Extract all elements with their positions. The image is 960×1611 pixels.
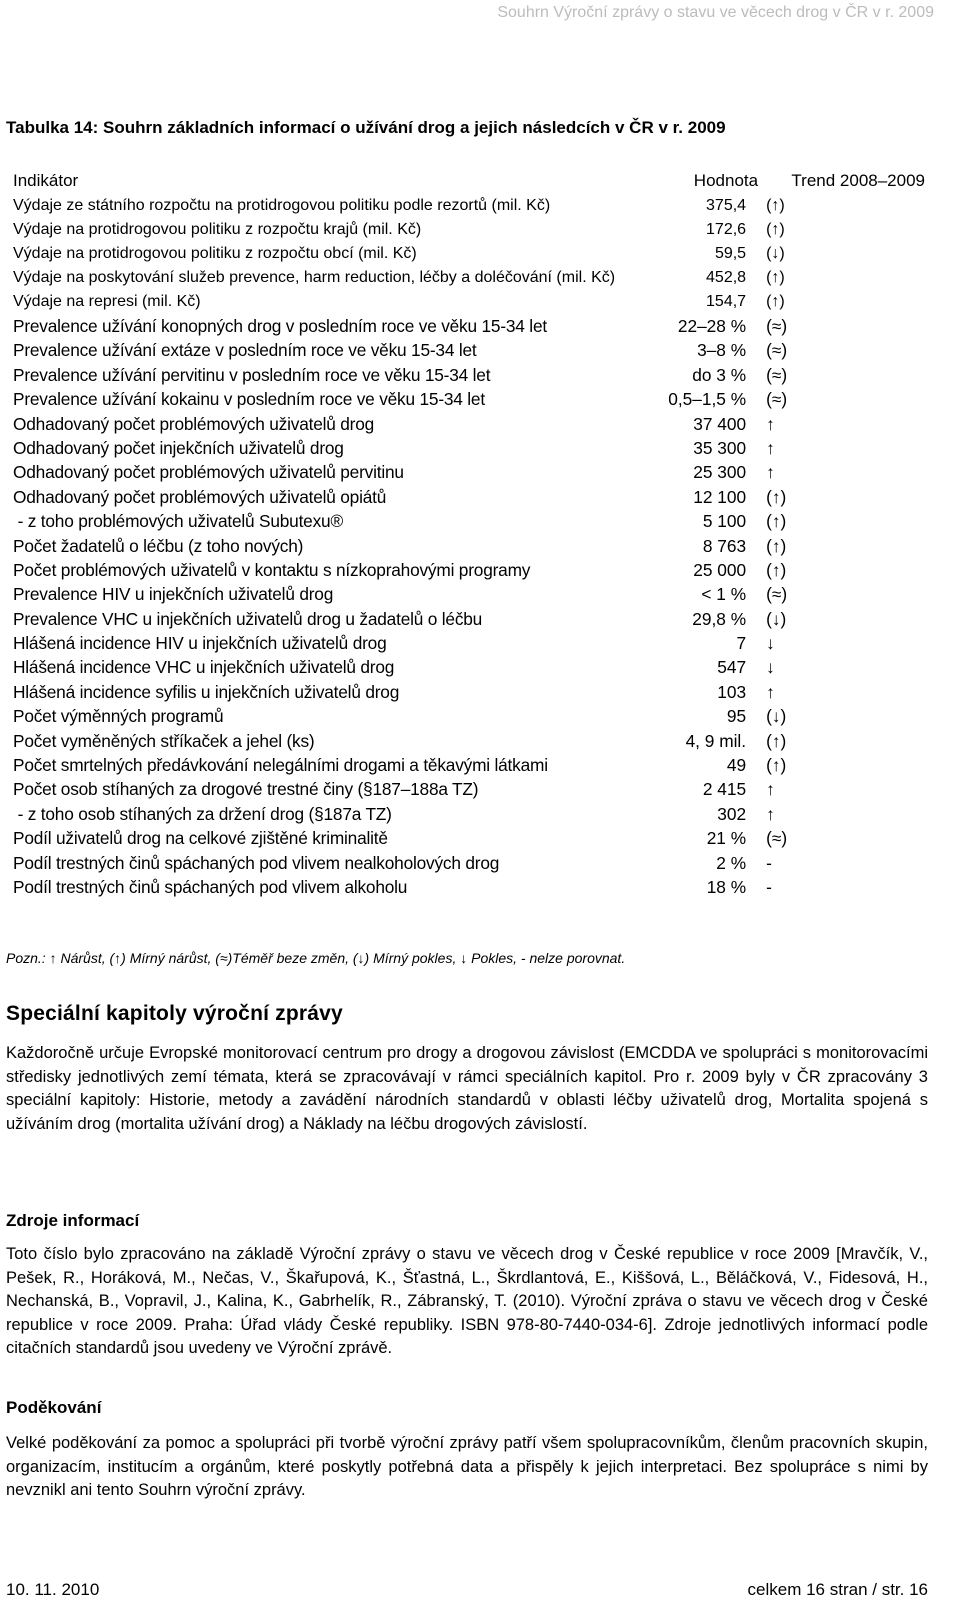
value-cell: 7 — [736, 633, 747, 654]
table-row — [9, 218, 929, 242]
trend-cell: - — [766, 852, 772, 873]
indicator-cell: Počet vyměněných stříkaček a jehel (ks) — [13, 730, 315, 751]
trend-cell: ↑ — [766, 462, 775, 483]
trend-cell: (↓) — [766, 608, 787, 629]
trend-cell: ↑ — [766, 803, 775, 824]
indicator-cell: Výdaje na protidrogovou politiku z rozpočtu krajů (mil. Kč) — [13, 221, 422, 238]
table-row — [9, 826, 929, 850]
trend-cell: ↑ — [766, 413, 775, 434]
value-cell: 0,5–1,5 % — [668, 389, 747, 410]
value-cell: 302 — [717, 803, 747, 824]
value-cell: 22–28 % — [677, 316, 747, 336]
value-cell: 35 300 — [693, 437, 747, 458]
value-cell: 95 — [726, 706, 747, 727]
table-row — [9, 875, 929, 899]
trend-cell: (≈) — [766, 828, 788, 849]
trend-cell: (↑) — [766, 559, 787, 580]
table-row — [9, 387, 929, 411]
indicator-cell: Počet osob stíhaných za drogové trestné činy (§187–188a TZ) — [13, 779, 479, 800]
trend-cell: (↑) — [766, 755, 787, 776]
trend-cell: (↓) — [766, 245, 785, 262]
indicator-cell: Počet žadatelů o léčbu (z toho nových) — [13, 535, 304, 556]
trend-cell: (↑) — [766, 730, 787, 751]
table-row — [9, 509, 929, 533]
table-row — [9, 266, 929, 290]
indicator-cell: Podíl uživatelů drog na celkové zjištěné kriminalitě — [13, 828, 388, 849]
trend-cell: ↑ — [766, 437, 775, 458]
indicator-cell: - z toho osob stíhaných za držení drog (§187a TZ) — [13, 803, 392, 824]
table-row — [9, 338, 929, 362]
indicator-cell: Podíl trestných činů spáchaných pod vlivem alkoholu — [13, 876, 408, 897]
running-header: Souhrn Výroční zprávy o stavu ve věcech drog v ČR v r. 2009 — [497, 4, 934, 21]
indicator-cell: Hlášená incidence VHC u injekčních uživatelů drog — [13, 657, 395, 678]
table-note: Pozn.: ↑ Nárůst, (↑) Mírný nárůst, (≈)Téměř beze změn, (↓) Mírný pokles, ↓ Pokles, - nelze porovnat. — [6, 950, 626, 966]
footer-date: 10. 11. 2010 — [6, 1580, 100, 1599]
table-row — [9, 729, 929, 753]
table-row — [9, 777, 929, 801]
trend-cell: (≈) — [766, 316, 788, 336]
table-row — [9, 607, 929, 631]
value-cell: 103 — [717, 681, 747, 702]
thanks-heading: Poděkování — [6, 1398, 102, 1417]
table-row — [9, 485, 929, 509]
value-cell: 172,6 — [706, 221, 747, 238]
indicator-cell: - z toho problémových uživatelů Subutexu® — [13, 511, 343, 532]
table-row — [9, 242, 929, 266]
trend-cell: (↑) — [766, 293, 785, 310]
summary-table — [9, 168, 929, 899]
value-cell: 25 300 — [693, 462, 747, 483]
indicator-cell: Prevalence HIV u injekčních uživatelů drog — [13, 584, 334, 605]
indicator-cell: Prevalence užívání konopných drog v posledním roce ve věku 15-34 let — [13, 316, 547, 336]
trend-cell: (≈) — [766, 584, 788, 605]
value-cell: 37 400 — [693, 413, 747, 434]
table-row — [9, 851, 929, 875]
table-row — [9, 436, 929, 460]
value-cell: 25 000 — [693, 559, 747, 580]
table-row — [9, 558, 929, 582]
table-row — [9, 314, 929, 338]
thanks-text: Velké poděkování za pomoc a spolupráci při tvorbě výroční zprávy patří všem spolupracovníkům, členům pracovních skupin, organizacím, institucím a orgánům, které poskytly potřebná data a přispěly k jejich interpretaci. Bez spolupráce s nimi by nevznikl ani tento Souhrn výroční zprávy. — [6, 1434, 928, 1499]
table-row — [9, 753, 929, 777]
table-row — [9, 460, 929, 484]
trend-cell: (↑) — [766, 269, 785, 286]
indicator-cell: Prevalence užívání pervitinu v posledním roce ve věku 15-34 let — [13, 364, 491, 385]
table-row — [9, 194, 929, 218]
trend-cell: ↑ — [766, 681, 775, 702]
indicator-cell: Prevalence VHC u injekčních uživatelů drog u žadatelů o léčbu — [13, 608, 483, 629]
indicator-cell: Počet výměnných programů — [13, 706, 224, 727]
header-indicator: Indikátor — [13, 171, 79, 190]
special-chapters-heading: Speciální kapitoly výroční zprávy — [6, 1002, 343, 1025]
indicator-cell: Výdaje na represi (mil. Kč) — [13, 293, 201, 310]
trend-cell: (↑) — [766, 197, 785, 214]
indicator-cell: Odhadovaný počet problémových uživatelů pervitinu — [13, 462, 404, 483]
value-cell: 4, 9 mil. — [685, 730, 747, 751]
indicator-cell: Odhadovaný počet injekčních uživatelů drog — [13, 437, 344, 458]
value-cell: 547 — [717, 657, 747, 678]
indicator-cell: Výdaje na protidrogovou politiku z rozpočtu obcí (mil. Kč) — [13, 245, 417, 262]
value-cell: 5 100 — [702, 511, 747, 532]
value-cell: < 1 % — [701, 584, 747, 605]
value-cell: do 3 % — [692, 364, 747, 385]
value-cell: 375,4 — [706, 197, 747, 214]
value-cell: 21 % — [706, 828, 747, 849]
sources-heading: Zdroje informací — [6, 1211, 140, 1230]
value-cell: 154,7 — [706, 293, 747, 310]
trend-cell: (≈) — [766, 340, 788, 361]
indicator-cell: Hlášená incidence HIV u injekčních uživatelů drog — [13, 633, 387, 654]
value-cell: 12 100 — [693, 486, 747, 507]
footer-page-count: celkem 16 stran / str. 16 — [747, 1580, 928, 1599]
table-row — [9, 680, 929, 704]
table-caption: Tabulka 14: Souhrn základních informací o užívání drog a jejich následcích v ČR v r. 2009 — [6, 118, 726, 137]
value-cell: 29,8 % — [692, 608, 747, 629]
table-row — [9, 704, 929, 728]
table-row — [9, 363, 929, 387]
value-cell: 49 — [726, 755, 747, 776]
value-cell: 3–8 % — [697, 340, 747, 361]
trend-cell: (≈) — [766, 389, 788, 410]
table-row — [9, 290, 929, 314]
indicator-cell: Odhadovaný počet problémových uživatelů drog — [13, 413, 375, 434]
table-row — [9, 412, 929, 436]
header-trend: Trend 2008–2009 — [791, 171, 925, 190]
indicator-cell: Výdaje na poskytování služeb prevence, harm reduction, léčby a doléčování (mil. Kč) — [13, 269, 616, 286]
table-row — [9, 582, 929, 606]
table-row — [9, 534, 929, 558]
trend-cell: ↑ — [766, 779, 775, 800]
trend-cell: (↓) — [766, 706, 787, 727]
trend-cell: ↓ — [766, 633, 775, 654]
indicator-cell: Výdaje ze státního rozpočtu na protidrogovou politiku podle rezortů (mil. Kč) — [13, 197, 551, 214]
indicator-cell: Počet problémových uživatelů v kontaktu s nízkoprahovými programy — [13, 559, 531, 580]
trend-cell: ↓ — [766, 657, 775, 678]
indicator-cell: Prevalence užívání kokainu v posledním roce ve věku 15-34 let — [13, 389, 485, 410]
sources-text: Toto číslo bylo zpracováno na základě Výroční zprávy o stavu ve věcech drog v České republice v roce 2009 [Mravčík, V., Pešek, R., Horáková, M., Nečas, V., Škařupová, K., Šťastná, L., Škrdlantová, E., Kiššová, L., Běláčková, V., Fidesová, H., Nechanská, B., Vopravil, J., Kalina, K., Gabrhelík, R., Zábranský, T. (2010). Výroční zpráva o stavu ve věcech drog v České republice v roce 2009. Praha: Úřad vlády České republiky. ISBN 978-80-7440-034-6]. Zdroje jednotlivých informací podle citačních standardů jsou uvedeny ve Výroční zprávě. — [6, 1245, 928, 1357]
indicator-cell: Odhadovaný počet problémových uživatelů opiátů — [13, 486, 387, 507]
value-cell: 2 % — [716, 852, 747, 873]
trend-cell: (↑) — [766, 511, 787, 532]
indicator-cell: Počet smrtelných předávkování nelegálními drogami a těkavými látkami — [13, 755, 548, 776]
value-cell: 59,5 — [714, 245, 747, 262]
trend-cell: - — [766, 876, 772, 897]
indicator-cell: Podíl trestných činů spáchaných pod vlivem nealkoholových drog — [13, 852, 500, 873]
table-row — [9, 655, 929, 679]
value-cell: 8 763 — [702, 535, 747, 556]
special-chapters-text: Každoročně určuje Evropské monitorovací centrum pro drogy a drogovou závislost (EMCDDA ve spolupráci s monitorovacími středisky jednotlivých zemí témata, která se zpracovávají v rámci speciálních kapitol. Pro r. 2009 byly v ČR zpracovány 3 speciální kapitoly: Historie, metody a zavádění národních standardů v oblasti léčby uživatelů drog, Mortalita spojená s užíváním drog (mortalita užívání drog) a Náklady na léčbu drogových závislostí. — [6, 1044, 928, 1133]
value-cell: 452,8 — [706, 269, 747, 286]
trend-cell: (≈) — [766, 364, 788, 385]
table-row — [9, 802, 929, 826]
value-cell: 2 415 — [702, 779, 747, 800]
trend-cell: (↑) — [766, 221, 785, 238]
indicator-cell: Prevalence užívání extáze v posledním roce ve věku 15-34 let — [13, 340, 477, 361]
trend-cell: (↑) — [766, 535, 787, 556]
trend-cell: (↑) — [766, 486, 787, 507]
header-value: Hodnota — [693, 171, 759, 190]
table-row — [9, 631, 929, 655]
table-header-row — [9, 168, 929, 194]
value-cell: 18 % — [706, 876, 747, 897]
indicator-cell: Hlášená incidence syfilis u injekčních uživatelů drog — [13, 681, 400, 702]
